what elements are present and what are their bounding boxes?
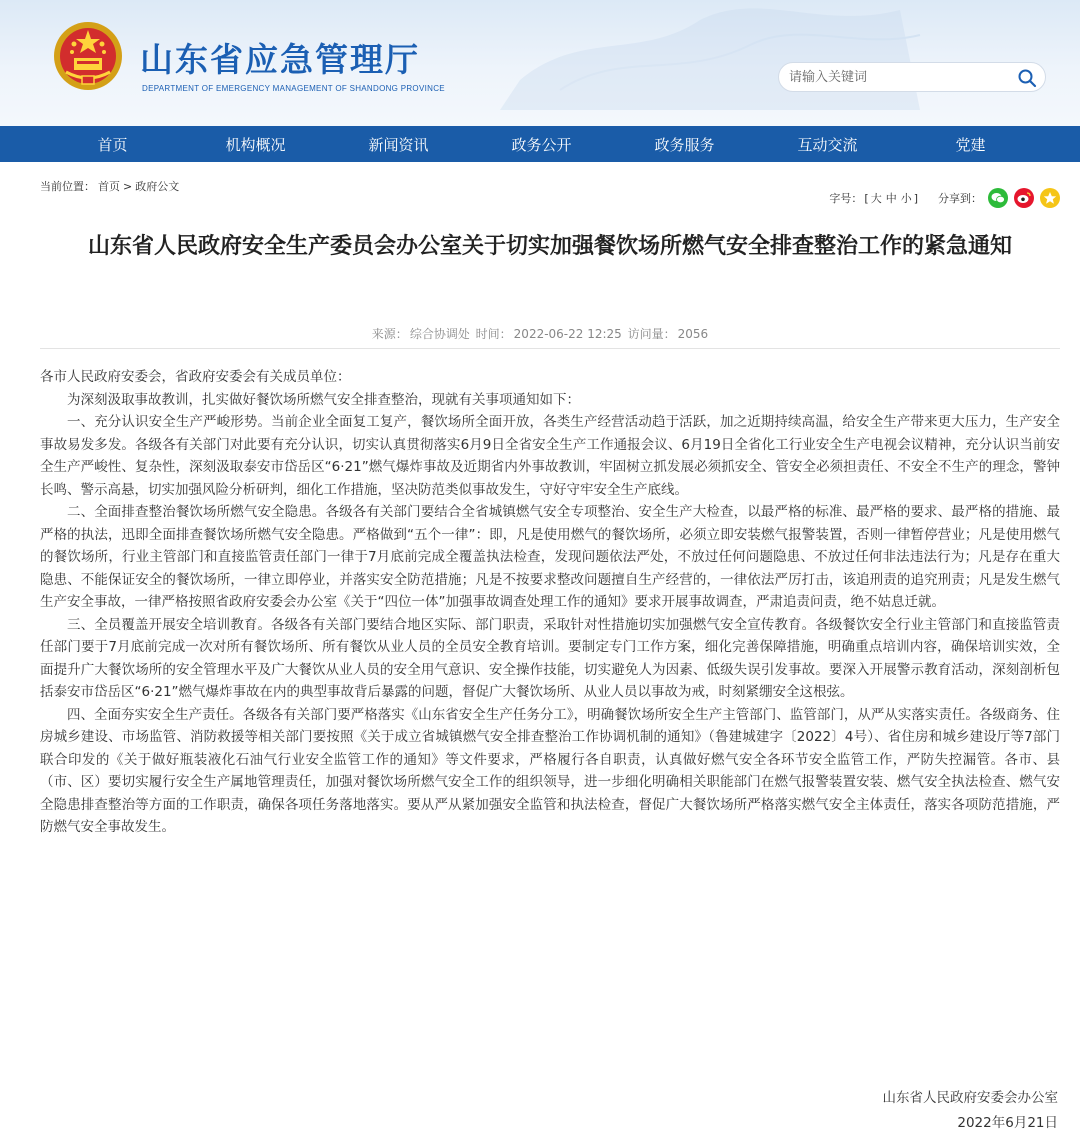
article-tools: [829, 188, 1060, 208]
source-value: 综合协调处: [409, 327, 470, 341]
qzone-icon[interactable]: [1040, 188, 1060, 208]
time-label: 时间：: [475, 327, 512, 341]
font-size-medium[interactable]: 中: [885, 192, 897, 205]
source-label: 来源：: [371, 327, 408, 341]
signature: 山东省人民政府安委会办公室: [882, 1090, 1058, 1106]
main-nav: [0, 126, 1080, 162]
nav-item-organization[interactable]: 机构概况: [225, 135, 286, 154]
views-label: 访问量：: [627, 327, 676, 341]
font-size-small[interactable]: 小: [900, 192, 912, 205]
national-emblem-icon: [52, 20, 124, 92]
article-body: [40, 366, 1060, 839]
article-title: 山东省人民政府安全生产委员会办公室关于切实加强餐饮场所燃气安全排查整治工作的紧急通知: [87, 234, 1012, 259]
signature-date: 2022年6月21日: [957, 1115, 1058, 1131]
breadcrumb-separator: >: [123, 180, 133, 193]
breadcrumb: [40, 178, 182, 194]
weibo-icon[interactable]: [1014, 188, 1034, 208]
nav-item-party[interactable]: 党建: [955, 135, 986, 154]
greeting: 各市人民政府安委会，省政府安委会有关成员单位：: [40, 369, 351, 385]
bracket-close: ]: [913, 192, 918, 205]
views-value: 2056: [677, 327, 709, 341]
nav-item-home[interactable]: 首页: [97, 135, 128, 154]
meta-divider: [40, 348, 1060, 349]
paragraph: 为深刻汲取事故教训，扎实做好餐饮场所燃气安全排查整治，现就有关事项通知如下：: [67, 391, 580, 408]
search-icon[interactable]: [1017, 68, 1037, 88]
time-value: 2022-06-22 12:25: [513, 327, 622, 341]
article-meta: [0, 325, 1080, 342]
map-decoration: [500, 0, 920, 110]
signature-block: [883, 1086, 1059, 1136]
paragraph: 二、全面排查整治餐饮场所燃气安全隐患。各级各有关部门要结合全省城镇燃气安全专项整治、安全生产大检查，以最严格的标准、最严格的要求、最严格的措施、最严格的执法，迅即全面排查餐饮场所燃气安全隐患。严格做到“五个一律”：即，凡是使用燃气的餐饮场所，必须立即安装燃气报警装置，否则一律暂停营业；凡是使用燃气的餐饮场所，行业主管部门和直接监管责任部门一律于7月底前完成全覆盖执法检查，发现问题依法严处，不放过任何问题隐患、不放过任何非法违法行为；凡是存在重大隐患、不能保证安全的餐饮场所，一律立即停业，并落实安全防范措施；凡是不按要求整改问题擅自生产经营的，一律依法严厉打击，该追刑责的追究刑责；凡是发生燃气生产安全事故，一律严格按照省政府安委会办公室《关于“四位一体”加强事故调查处理工作的通知》要求开展事故调查，严肃追责问责，绝不姑息迁就。: [40, 504, 1060, 610]
breadcrumb-current-link[interactable]: 政府公文: [135, 180, 180, 193]
search-input[interactable]: [789, 68, 1009, 87]
site-subtitle: DEPARTMENT OF EMERGENCY MANAGEMENT OF SHANDONG PROVINCE: [142, 84, 445, 93]
bracket-open: [: [864, 192, 869, 205]
breadcrumb-home-link[interactable]: 首页: [98, 180, 120, 193]
paragraph: 四、全面夯实安全生产责任。各级各有关部门要严格落实《山东省安全生产任务分工》，明确餐饮场所安全生产主管部门、监管部门，从严从实落实责任。各级商务、住房城乡建设、市场监管、消防救援等相关部门要按照《关于成立省城镇燃气安全排查整治工作协调机制的通知》（鲁建城建字〔2022〕4号）、省住房和城乡建设厅等7部门联合印发的《关于做好瓶装液化石油气行业安全监管工作的通知》等文件要求，严格履行各自职责，认真做好燃气安全各环节安全监管工作，严防失控漏管。各市、县（市、区）要切实履行安全生产属地管理责任，加强对餐饮场所燃气安全工作的组织领导，进一步细化明确相关职能部门在燃气报警装置安装、燃气安全执法检查、燃气安全隐患排查整治等方面的工作职责，确保各项任务落地落实。要从严从紧加强安全监管和执法检查，督促广大餐饮场所严格落实燃气安全主体责任，落实各项防范措施，严防燃气安全事故发生。: [40, 706, 1060, 835]
nav-item-gov-services[interactable]: 政务服务: [654, 135, 715, 154]
paragraph: 一、充分认识安全生产严峻形势。当前企业全面复工复产，餐饮场所全面开放，各类生产经营活动趋于活跃，加之近期持续高温，给安全生产带来更大压力，生产安全事故易发多发。各级各有关部门对此要有充分认识，切实认真贯彻落实6月9日全省安全生产工作通报会议、6月19日全省化工行业安全生产电视会议精神，充分认识当前安全生产严峻性、复杂性，深刻汲取泰安市岱岳区“6·21”燃气爆炸事故及近期省内外事故教训，牢固树立抓发展必须抓安全、管安全必须担责任、不安全不生产的理念，警钟长鸣、警示高悬，切实加强风险分析研判，细化工作措施，坚决防范类似事故发生，守好守牢安全生产底线。: [40, 414, 1060, 498]
wechat-icon[interactable]: [988, 188, 1008, 208]
font-size-selector: [864, 190, 918, 206]
font-size-large[interactable]: 大: [870, 192, 882, 205]
nav-item-gov-affairs[interactable]: 政务公开: [511, 135, 572, 154]
site-header: [0, 0, 1080, 126]
search-box: [778, 62, 1046, 92]
paragraph: 三、全员覆盖开展安全培训教育。各级各有关部门要结合地区实际、部门职责，采取针对性措施切实加强燃气安全宣传教育。各级餐饮安全行业主管部门和直接监管责任部门要于7月底前完成一次对所有餐饮场所、所有餐饮从业人员的全员安全教育培训。要制定专门工作方案，细化完善保障措施，明确重点培训内容，确保培训实效，全面提升广大餐饮场所的安全管理水平及广大餐饮从业人员的安全用气意识、安全操作技能，切实避免人为因素、低级失误引发事故。要深入开展警示教育活动，深刻剖析包括泰安市岱岳区“6·21”燃气爆炸事故在内的典型事故背后暴露的问题，督促广大餐饮场所、从业人员以事故为戒，时刻紧绷安全这根弦。: [40, 616, 1060, 700]
breadcrumb-label: 当前位置：: [40, 180, 95, 193]
share-label: 分享到：: [938, 192, 982, 205]
nav-item-interaction[interactable]: 互动交流: [797, 135, 858, 154]
site-title: 山东省应急管理厅: [140, 40, 420, 79]
font-size-label: 字号：: [829, 192, 863, 205]
nav-item-news[interactable]: 新闻资讯: [368, 135, 429, 154]
